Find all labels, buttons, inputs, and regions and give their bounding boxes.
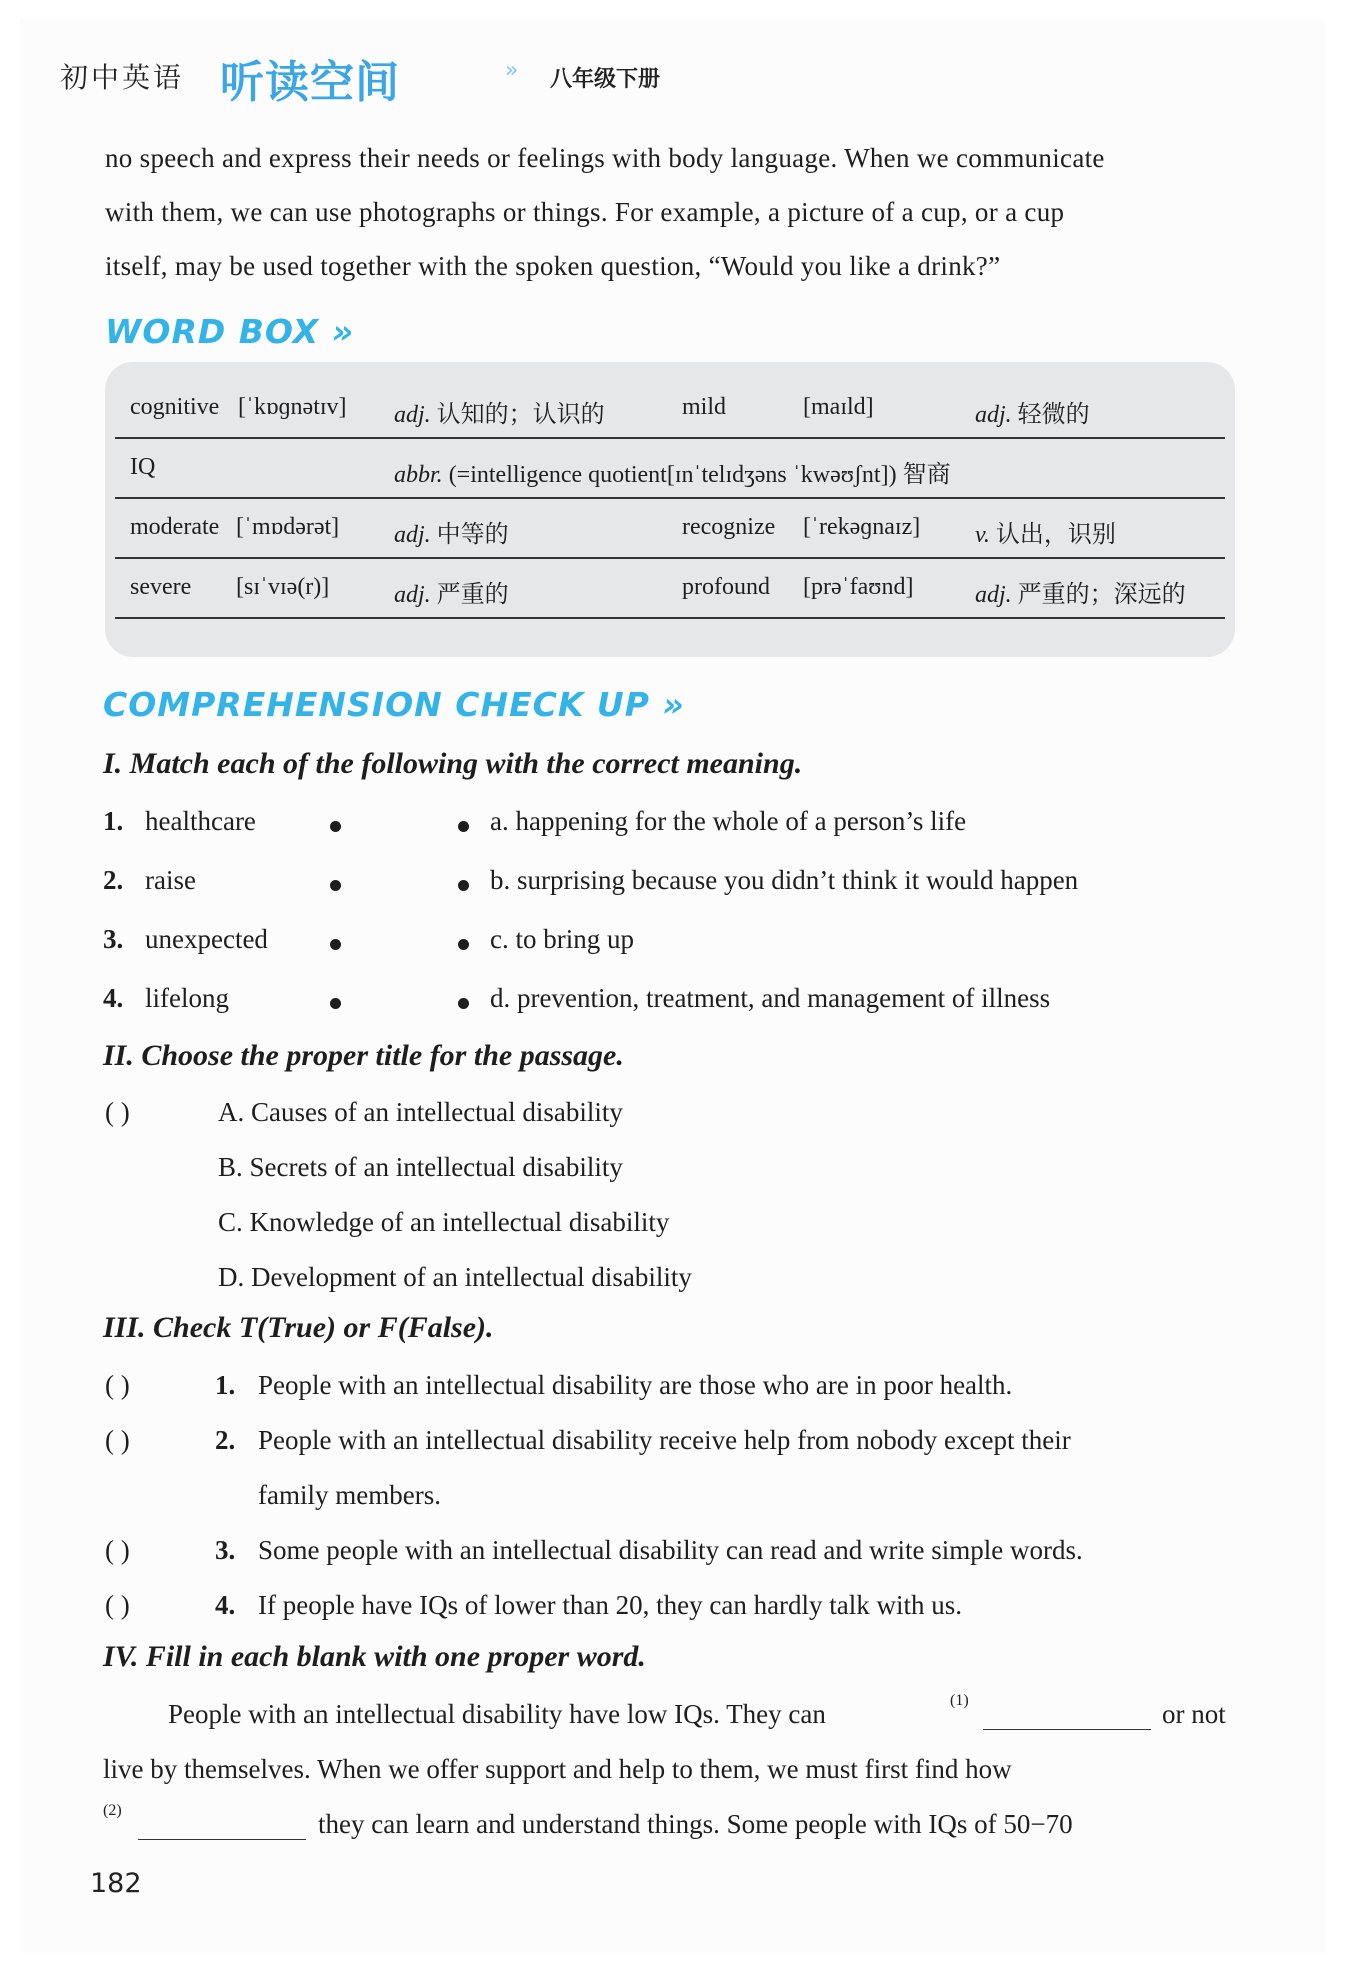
definition: [975, 514, 1116, 549]
answer-parentheses[interactable]: ( ): [105, 1425, 130, 1455]
part-of-speech: v.: [975, 522, 990, 548]
option: C. Knowledge of an intellectual disability: [218, 1207, 670, 1237]
grade-label: 八年级下册: [550, 67, 661, 92]
match-dot-right[interactable]: [458, 939, 469, 950]
definition: [975, 574, 1186, 609]
statement-continued: family members.: [258, 1480, 441, 1510]
match-term: healthcare: [145, 806, 256, 836]
definition-text: (=intelligence quotient[ɪnˈtelɪdʒəns ˈkwəʊʃnt]) 智商: [448, 462, 951, 488]
divider: [115, 617, 1225, 619]
part-of-speech: adj.: [975, 402, 1012, 428]
item-number: 2.: [103, 865, 124, 895]
section-title: II. Choose the proper title for the passage.: [103, 1039, 624, 1072]
intro-line: no speech and express their needs or feelings with body language. When we communicate: [105, 143, 1105, 173]
page-number: 182: [90, 1868, 142, 1899]
phonetic: [ˈmɒdərət]: [236, 514, 340, 540]
fill-blank-1[interactable]: [983, 1729, 1151, 1730]
blank-number: (2): [103, 1802, 122, 1819]
fill-text: People with an intellectual disability have low IQs. They can: [168, 1699, 826, 1729]
phonetic: [sɪˈvɪə(r)]: [236, 574, 330, 600]
phonetic: [maɪld]: [803, 394, 874, 420]
answer-parentheses[interactable]: ( ): [105, 1370, 130, 1400]
option: A. Causes of an intellectual disability: [218, 1097, 623, 1127]
option: B. Secrets of an intellectual disability: [218, 1152, 623, 1182]
match-meaning: a. happening for the whole of a person’s life: [490, 806, 967, 836]
item-number: 4.: [215, 1590, 236, 1620]
match-dot-left[interactable]: [330, 998, 341, 1009]
brand-logo: 听读空间: [220, 57, 400, 108]
answer-parentheses[interactable]: ( ): [105, 1097, 130, 1127]
section-title: IV. Fill in each blank with one proper word.: [103, 1640, 646, 1673]
part-of-speech: abbr.: [394, 462, 443, 488]
statement: People with an intellectual disability receive help from nobody except their: [258, 1425, 1071, 1455]
phonetic: [ˈkɒɡnətɪv]: [238, 394, 347, 420]
match-term: raise: [145, 865, 196, 895]
section-title: III. Check T(True) or F(False).: [103, 1311, 494, 1344]
word: recognize: [682, 514, 776, 540]
match-dot-right[interactable]: [458, 880, 469, 891]
definition-text: 轻微的: [1017, 402, 1090, 428]
match-dot-right[interactable]: [458, 821, 469, 832]
definition-text: 严重的；深远的: [1017, 582, 1186, 608]
word: profound: [682, 574, 770, 600]
match-term: lifelong: [145, 983, 229, 1013]
phonetic: [prəˈfaʊnd]: [803, 574, 914, 600]
fill-text: live by themselves. When we offer support and help to them, we must first find how: [103, 1754, 1012, 1784]
definition: [394, 394, 605, 429]
definition-text: 认知的；认识的: [436, 402, 605, 428]
word-box-heading: WORD BOX »: [105, 312, 355, 351]
statement: Some people with an intellectual disability can read and write simple words.: [258, 1535, 1083, 1565]
item-number: 1.: [215, 1370, 236, 1400]
divider: [115, 437, 1225, 439]
word: moderate: [130, 514, 220, 540]
part-of-speech: adj.: [394, 522, 431, 548]
intro-line: with them, we can use photographs or things. For example, a picture of a cup, or a cup: [105, 197, 1065, 227]
statement: People with an intellectual disability are those who are in poor health.: [258, 1370, 1013, 1400]
part-of-speech: adj.: [394, 402, 431, 428]
word: IQ: [130, 454, 156, 480]
phonetic: [ˈrekəɡnaɪz]: [803, 514, 921, 540]
match-dot-left[interactable]: [330, 821, 341, 832]
section-title: I. Match each of the following with the correct meaning.: [103, 747, 803, 780]
item-number: 2.: [215, 1425, 236, 1455]
definition: [394, 514, 509, 549]
definition-text: 严重的: [436, 582, 509, 608]
match-term: unexpected: [145, 924, 268, 954]
part-of-speech: adj.: [394, 582, 431, 608]
definition: [394, 574, 509, 609]
match-meaning: d. prevention, treatment, and management of illness: [490, 983, 1051, 1013]
match-dot-left[interactable]: [330, 939, 341, 950]
word: severe: [130, 574, 192, 600]
definition: [975, 394, 1090, 429]
book-title: 初中英语: [60, 61, 185, 94]
fill-text: they can learn and understand things. Some people with IQs of 50−70: [318, 1809, 1073, 1839]
answer-parentheses[interactable]: ( ): [105, 1535, 130, 1565]
definition: [394, 454, 951, 489]
definition-text: 认出，识别: [995, 522, 1116, 548]
item-number: 1.: [103, 806, 124, 836]
intro-line: itself, may be used together with the spoken question, “Would you like a drink?”: [105, 251, 1001, 281]
divider: [115, 497, 1225, 499]
match-meaning: b. surprising because you didn’t think it would happen: [490, 865, 1079, 895]
fill-text: or not: [1162, 1699, 1226, 1729]
item-number: 3.: [103, 924, 124, 954]
double-arrow-icon: »: [505, 58, 519, 83]
fill-blank-2[interactable]: [138, 1839, 306, 1840]
statement: If people have IQs of lower than 20, they can hardly talk with us.: [258, 1590, 963, 1620]
item-number: 3.: [215, 1535, 236, 1565]
match-meaning: c. to bring up: [490, 924, 634, 954]
divider: [115, 557, 1225, 559]
match-dot-right[interactable]: [458, 998, 469, 1009]
definition-text: 中等的: [436, 522, 509, 548]
blank-number: (1): [950, 1692, 969, 1709]
match-dot-left[interactable]: [330, 880, 341, 891]
comprehension-heading: COMPREHENSION CHECK UP »: [103, 685, 685, 724]
page-header: [60, 52, 661, 108]
part-of-speech: adj.: [975, 582, 1012, 608]
word: mild: [682, 394, 727, 420]
item-number: 4.: [103, 983, 124, 1013]
word: cognitive: [130, 394, 220, 420]
option: D. Development of an intellectual disability: [218, 1262, 692, 1292]
answer-parentheses[interactable]: ( ): [105, 1590, 130, 1620]
